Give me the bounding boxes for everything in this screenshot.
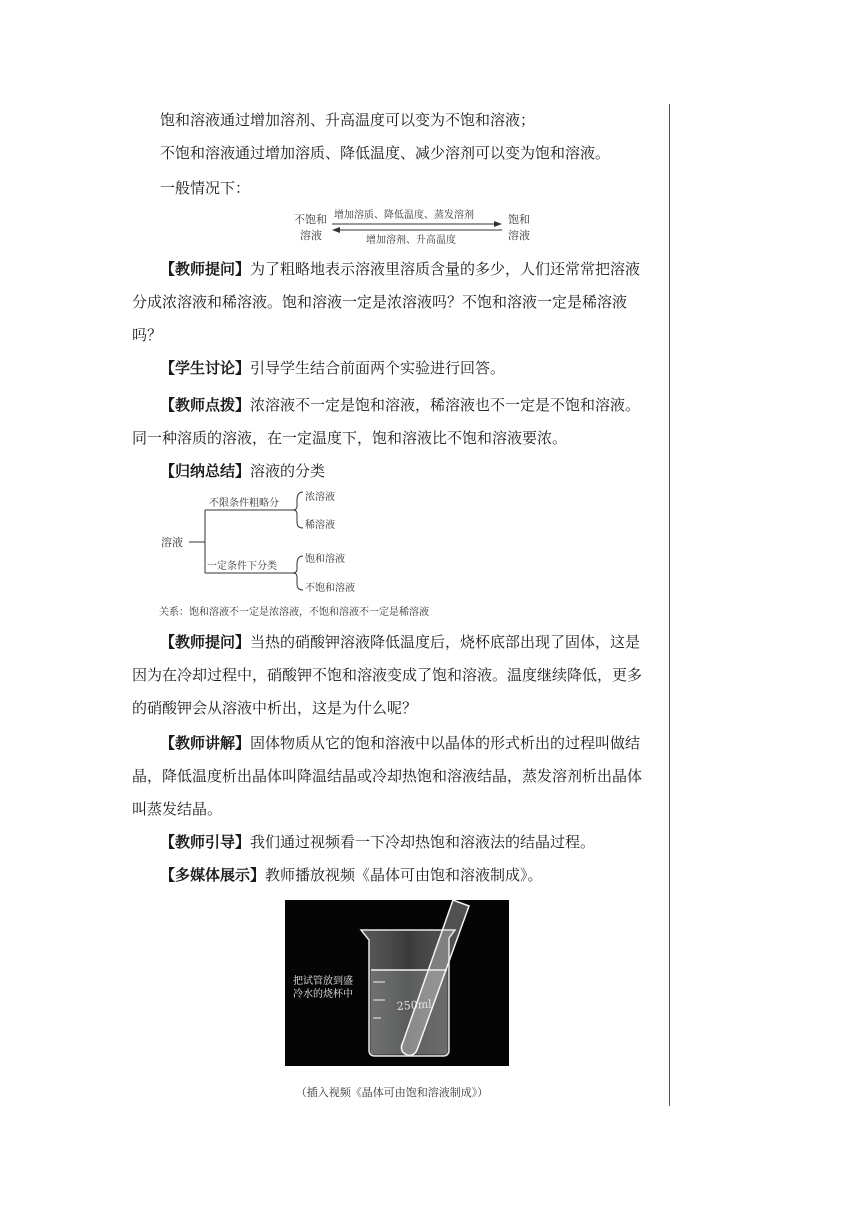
branch2-item-saturated: 饱和溶液 <box>305 554 345 565</box>
diagram-bottom-arrow-text: 增加溶剂、升高温度 <box>366 235 456 246</box>
branch1-brace <box>293 492 303 528</box>
teacher-question-2-tag: 【教师提问】 <box>160 633 251 651</box>
diagram-saturated-label-2: 溶液 <box>508 229 530 242</box>
classification-root: 溶液 <box>161 536 183 549</box>
summary-tag: 【归纳总结】 <box>160 462 251 480</box>
diagram-top-arrow-text: 增加溶质、降低温度、蒸发溶剂 <box>334 210 474 221</box>
teacher-question-tag: 【教师提问】 <box>160 260 251 278</box>
teacher-question-2-text: 当热的硝酸钾溶液降低温度后，烧杯底部出现了固体，这是因为在冷却过程中，硝酸钾不饱和溶液变成了饱和溶液。温度继续降低，更多的硝酸钾会从溶液中析出，这是为什么呢？ <box>132 633 643 717</box>
diagram-unsaturated-label-1: 不饱和 <box>294 213 327 226</box>
teacher-question-1 <box>132 253 652 352</box>
video-overlay-line1: 把试管放到盛 <box>293 976 353 987</box>
branch2-label: 一定条件下分类 <box>207 561 277 572</box>
teacher-hint <box>132 389 652 455</box>
teacher-lecture <box>132 727 652 826</box>
teacher-lecture-tag: 【教师讲解】 <box>160 734 251 752</box>
video-frame <box>285 900 509 1066</box>
conversion-diagram <box>290 204 540 248</box>
summary <box>132 455 652 488</box>
multimedia-display <box>132 859 652 892</box>
teacher-question-2 <box>132 626 652 725</box>
reverse-arrowhead <box>332 227 340 233</box>
branch1-item-concentrated: 浓溶液 <box>305 492 335 503</box>
paragraph-general-case: 一般情况下： <box>160 179 251 197</box>
classification-relation: 关系：饱和溶液不一定是浓溶液，不饱和溶液不一定是稀溶液 <box>159 607 429 618</box>
page-right-border <box>669 104 670 1106</box>
video-player[interactable] <box>285 900 509 1066</box>
diagram-saturated-label-1: 饱和 <box>508 213 530 226</box>
student-discussion-text: 引导学生结合前面两个实验进行回答。 <box>250 359 506 377</box>
forward-arrowhead <box>494 221 502 227</box>
student-discussion <box>132 352 652 385</box>
classification-diagram <box>155 486 495 622</box>
paragraph-unsaturated-to-saturated: 不饱和溶液通过增加溶质、降低温度、减少溶剂可以变为饱和溶液。 <box>160 144 611 162</box>
branch2-brace <box>293 556 303 590</box>
paragraph-saturated-to-unsaturated: 饱和溶液通过增加溶剂、升高温度可以变为不饱和溶液； <box>160 111 536 129</box>
branch1-label: 不限条件粗略分 <box>209 498 279 509</box>
teacher-guide-tag: 【教师引导】 <box>160 833 251 851</box>
teacher-hint-text: 浓溶液不一定是饱和溶液，稀溶液也不一定是不饱和溶液。同一种溶质的溶液，在一定温度下，饱和溶液比不饱和溶液要浓。 <box>132 396 641 447</box>
branch2-item-unsaturated: 不饱和溶液 <box>305 583 355 594</box>
beaker-volume-mark: 250ml <box>396 997 433 1013</box>
student-discussion-tag: 【学生讨论】 <box>160 359 251 377</box>
video-overlay-line2: 冷水的烧杯中 <box>293 989 353 1000</box>
diagram-unsaturated-label-2: 溶液 <box>300 229 322 242</box>
teacher-question-text: 为了粗略地表示溶液里溶质含量的多少，人们还常常把溶液分成浓溶液和稀溶液。饱和溶液一定是浓溶液吗？不饱和溶液一定是稀溶液吗？ <box>132 260 641 344</box>
branch1-item-dilute: 稀溶液 <box>305 520 335 531</box>
teacher-hint-tag: 【教师点拨】 <box>160 396 251 414</box>
video-caption: （插入视频《晶体可由饱和溶液制成》） <box>295 1086 489 1099</box>
multimedia-text: 教师播放视频《晶体可由饱和溶液制成》。 <box>265 866 543 884</box>
teacher-lecture-text: 固体物质从它的饱和溶液中以晶体的形式析出的过程叫做结晶，降低温度析出晶体叫降温结晶或冷却热饱和溶液结晶，蒸发溶剂析出晶体叫蒸发结晶。 <box>132 734 643 818</box>
multimedia-tag: 【多媒体展示】 <box>160 866 266 884</box>
teacher-guide-text: 我们通过视频看一下冷却热饱和溶液法的结晶过程。 <box>250 833 596 851</box>
teacher-guide <box>132 826 652 859</box>
summary-text: 溶液的分类 <box>250 462 326 480</box>
